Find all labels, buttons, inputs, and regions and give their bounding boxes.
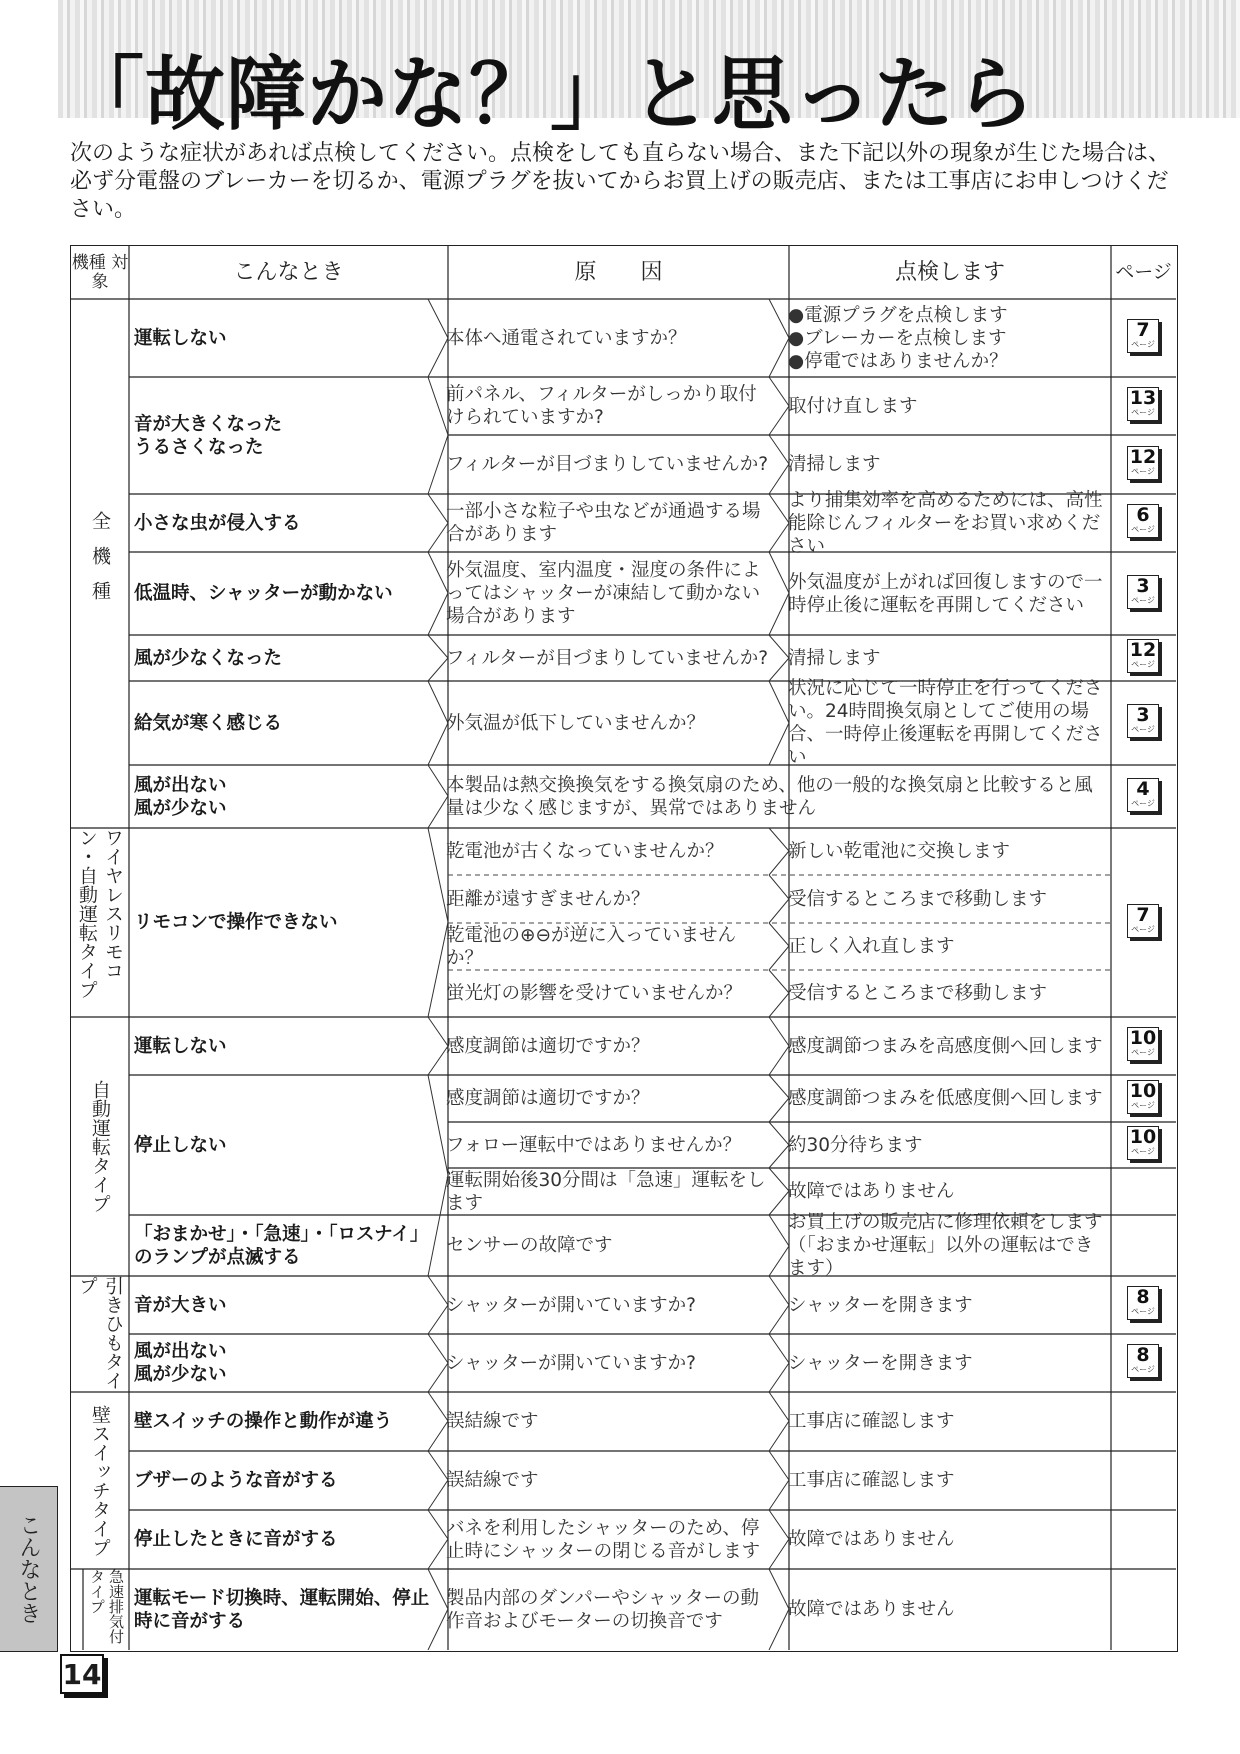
page-ref-unit: ページ <box>1131 798 1155 808</box>
page-ref-badge <box>1127 1027 1159 1061</box>
row-condition: リモコンで操作できない <box>134 912 338 933</box>
page-ref-unit: ページ <box>1131 595 1155 605</box>
row-cause: 誤結線です <box>446 1470 539 1491</box>
row-condition: 小さな虫が侵入する <box>134 512 301 534</box>
page-ref-number: 7 <box>1136 903 1150 926</box>
row-check: 故障ではありません <box>788 1181 955 1202</box>
row-check: 清掃します <box>788 647 881 669</box>
page-ref-unit: ページ <box>1131 1307 1155 1316</box>
group-auto-operation: 自動運転タイプ <box>89 1080 111 1213</box>
row-check: 外気温度が上がれば回復しますので一時停止後に運転を再開してください <box>788 571 1103 616</box>
row-cause: 本製品は熱交換換気をする換気扇のため、他の一般的な換気扇と比較すると風量は少なく感じますが、異常ではありません <box>446 774 1093 819</box>
group-wireless-remote: ワイヤレスリモコン・自動運転タイプ <box>76 828 124 999</box>
row-condition: 停止したときに音がする <box>134 1529 338 1550</box>
row-condition: 音が大きい <box>134 1294 227 1316</box>
row-cause: 外気温度、室内温度・湿度の条件によってはシャッターが凍結して動かない場合があります <box>446 560 761 627</box>
row-check: 受信するところまで移動します <box>788 983 1048 1004</box>
page-ref-badge <box>1127 319 1159 353</box>
header-page: ページ <box>1115 261 1172 283</box>
page-ref-number: 6 <box>1136 504 1150 526</box>
row-cause: 乾電池が古くなっていませんか？ <box>446 841 724 862</box>
page-ref-number: 13 <box>1129 387 1157 409</box>
group-all-models: 全機種 <box>89 511 111 616</box>
page-ref-number: 12 <box>1129 445 1157 468</box>
troubleshooting-table <box>70 245 1178 1652</box>
row-condition: 音が大きくなった うるさくなった <box>134 413 283 458</box>
row-check: 正しく入れ直します <box>788 936 955 957</box>
header-when: こんなとき <box>233 260 344 285</box>
row-cause: 感度調節は適切ですか？ <box>446 1088 650 1109</box>
row-check: ●電源プラグを点検します ●ブレーカーを点検します ●停電ではありませんか？ <box>788 304 1008 372</box>
row-cause: 一部小さな粒子や虫などが通過する場合があります <box>446 501 761 545</box>
row-check: より捕集効率を高めるためには、高性能除じんフィルターをお買い求めください <box>788 489 1103 557</box>
row-condition: 運転モード切換時、運転開始、停止時に音がする <box>134 1587 430 1632</box>
page-ref-unit: ページ <box>1131 466 1155 476</box>
row-condition: 壁スイッチの操作と動作が違う <box>134 1411 393 1432</box>
row-condition: 運転しない <box>134 327 227 349</box>
page-ref-unit: ページ <box>1131 924 1155 934</box>
row-cause: シャッターが開いていますか? <box>446 1352 696 1374</box>
row-check: 故障ではありません <box>788 1529 955 1550</box>
row-cause: バネを利用したシャッターのため、停止時にシャッターの閉じる音がします <box>446 1517 761 1562</box>
group-rapid-exhaust: 急速排気付タイプ <box>88 1569 125 1644</box>
page-ref-badge <box>1127 1344 1159 1378</box>
page-ref-unit: ページ <box>1131 1365 1155 1374</box>
page-ref-unit: ページ <box>1131 1100 1155 1110</box>
row-cause: 乾電池の⊕⊖が逆に入っていませんか？ <box>446 924 737 969</box>
row-cause: 前パネル、フィルターがしっかり取付けられていますか? <box>446 384 757 428</box>
page-ref-number: 8 <box>1136 1286 1150 1308</box>
side-tab: こんなとき <box>0 1486 58 1652</box>
row-condition: 運転しない <box>134 1035 227 1057</box>
page-title: 「故障かな？」と思ったら <box>64 48 1036 141</box>
row-check: シャッターを開きます <box>788 1352 973 1374</box>
page-ref-number: 3 <box>1136 704 1150 726</box>
row-check: 感度調節つまみを高感度側へ回します <box>788 1035 1103 1057</box>
page-ref-number: 10 <box>1129 1027 1157 1049</box>
page-ref-number: 10 <box>1129 1079 1157 1102</box>
row-condition: 低温時、シャッターが動かない <box>134 583 393 604</box>
row-cause: 製品内部のダンパーやシャッターの動作音およびモーターの切換音です <box>446 1587 760 1632</box>
page-ref-badge <box>1127 778 1159 812</box>
page-ref-number: 12 <box>1129 639 1157 661</box>
row-condition: 風が出ない 風が少ない <box>134 1341 227 1385</box>
row-cause: フォロー運転中ではありませんか？ <box>446 1134 742 1156</box>
row-check: 故障ではありません <box>788 1599 955 1620</box>
page-ref-unit: ページ <box>1131 1147 1155 1156</box>
row-cause: センサーの故障です <box>446 1235 613 1256</box>
page-ref-unit: ページ <box>1131 660 1155 669</box>
row-cause: フィルターが目づまりしていませんか? <box>446 454 769 475</box>
row-cause: 本体へ通電されていますか？ <box>446 327 687 349</box>
page-ref-badge <box>1127 1286 1159 1320</box>
page-ref-badge <box>1127 446 1159 480</box>
page-ref-number: 4 <box>1136 777 1150 800</box>
group-pull-cord: 引きひもタイプ <box>76 1276 124 1390</box>
page-ref-badge <box>1127 1126 1159 1160</box>
row-check: 感度調節つまみを低感度側へ回します <box>788 1088 1103 1109</box>
page-ref-badge <box>1127 1080 1159 1114</box>
page-ref-number: 10 <box>1129 1126 1157 1148</box>
row-check: 工事店に確認します <box>788 1411 955 1432</box>
page-ref-number: 8 <box>1136 1344 1150 1366</box>
row-check: 工事店に確認します <box>788 1470 955 1491</box>
row-condition: 「おまかせ」・「急速」・「ロスナイ」のランプが点滅する <box>134 1223 429 1268</box>
row-condition: ブザーのような音がする <box>134 1470 338 1491</box>
row-check: 約30分待ちます <box>788 1134 923 1156</box>
header-type: 機種 対象 <box>71 252 129 292</box>
row-check: 清掃します <box>788 454 881 475</box>
row-cause: 外気温が低下していませんか？ <box>446 712 706 734</box>
row-check: 受信するところまで移動します <box>788 888 1048 910</box>
row-check: お買上げの販売店に修理依頼をします（「おまかせ運転」以外の運転はできます） <box>788 1212 1103 1279</box>
page-ref-number: 3 <box>1136 574 1150 597</box>
page-ref-unit: ページ <box>1131 725 1155 734</box>
row-cause: フィルターが目づまりしていませんか? <box>446 647 769 669</box>
row-condition: 風が出ない 風が少ない <box>134 774 227 819</box>
row-cause: 感度調節は適切ですか？ <box>446 1035 650 1057</box>
row-condition: 給気が寒く感じる <box>134 712 283 734</box>
row-check: 取付け直します <box>788 395 918 417</box>
page-ref-unit: ページ <box>1131 340 1155 349</box>
page-ref-unit: ページ <box>1131 525 1155 534</box>
intro-text: 次のような症状があれば点検してください。点検をしても直らない場合、また下記以外の現象が生じた場合は、必ず分電盤のブレーカーを切るか、電源プラグを抜いてからお買上げの販売店、または工事店にお申しつけください。 <box>70 141 1171 222</box>
row-cause: 蛍光灯の影響を受けていませんか？ <box>446 983 743 1004</box>
page-ref-badge <box>1127 387 1159 421</box>
page-ref-badge <box>1127 575 1159 609</box>
row-check: 状況に応じて一時停止を行ってください。24時間換気扇としてご使用の場合、一時停止後運転を再開してください <box>788 678 1103 768</box>
row-cause: 運転開始後30分間は「急速」運転をします <box>446 1169 766 1214</box>
page-number: 14 <box>60 1654 104 1694</box>
row-cause: 誤結線です <box>446 1411 539 1432</box>
row-condition: 風が少なくなった <box>134 647 283 669</box>
row-check: シャッターを開きます <box>788 1294 973 1316</box>
page-ref-badge <box>1127 504 1159 538</box>
row-check: 新しい乾電池に交換します <box>788 841 1011 862</box>
group-wall-switch: 壁スイッチタイプ <box>89 1404 111 1557</box>
page-ref-badge <box>1127 704 1159 738</box>
header-cause: 原 因 <box>574 260 663 285</box>
page-ref-unit: ページ <box>1131 408 1155 417</box>
page-ref-number: 7 <box>1136 319 1150 341</box>
row-cause: シャッターが開いていますか? <box>446 1294 696 1316</box>
header-check: 点検します <box>894 260 1005 285</box>
page-ref-unit: ページ <box>1131 1048 1155 1057</box>
page-ref-badge <box>1127 904 1159 938</box>
row-cause: 距離が遠すぎませんか？ <box>446 888 650 910</box>
page-ref-badge <box>1127 639 1159 673</box>
row-condition: 停止しない <box>134 1134 227 1156</box>
